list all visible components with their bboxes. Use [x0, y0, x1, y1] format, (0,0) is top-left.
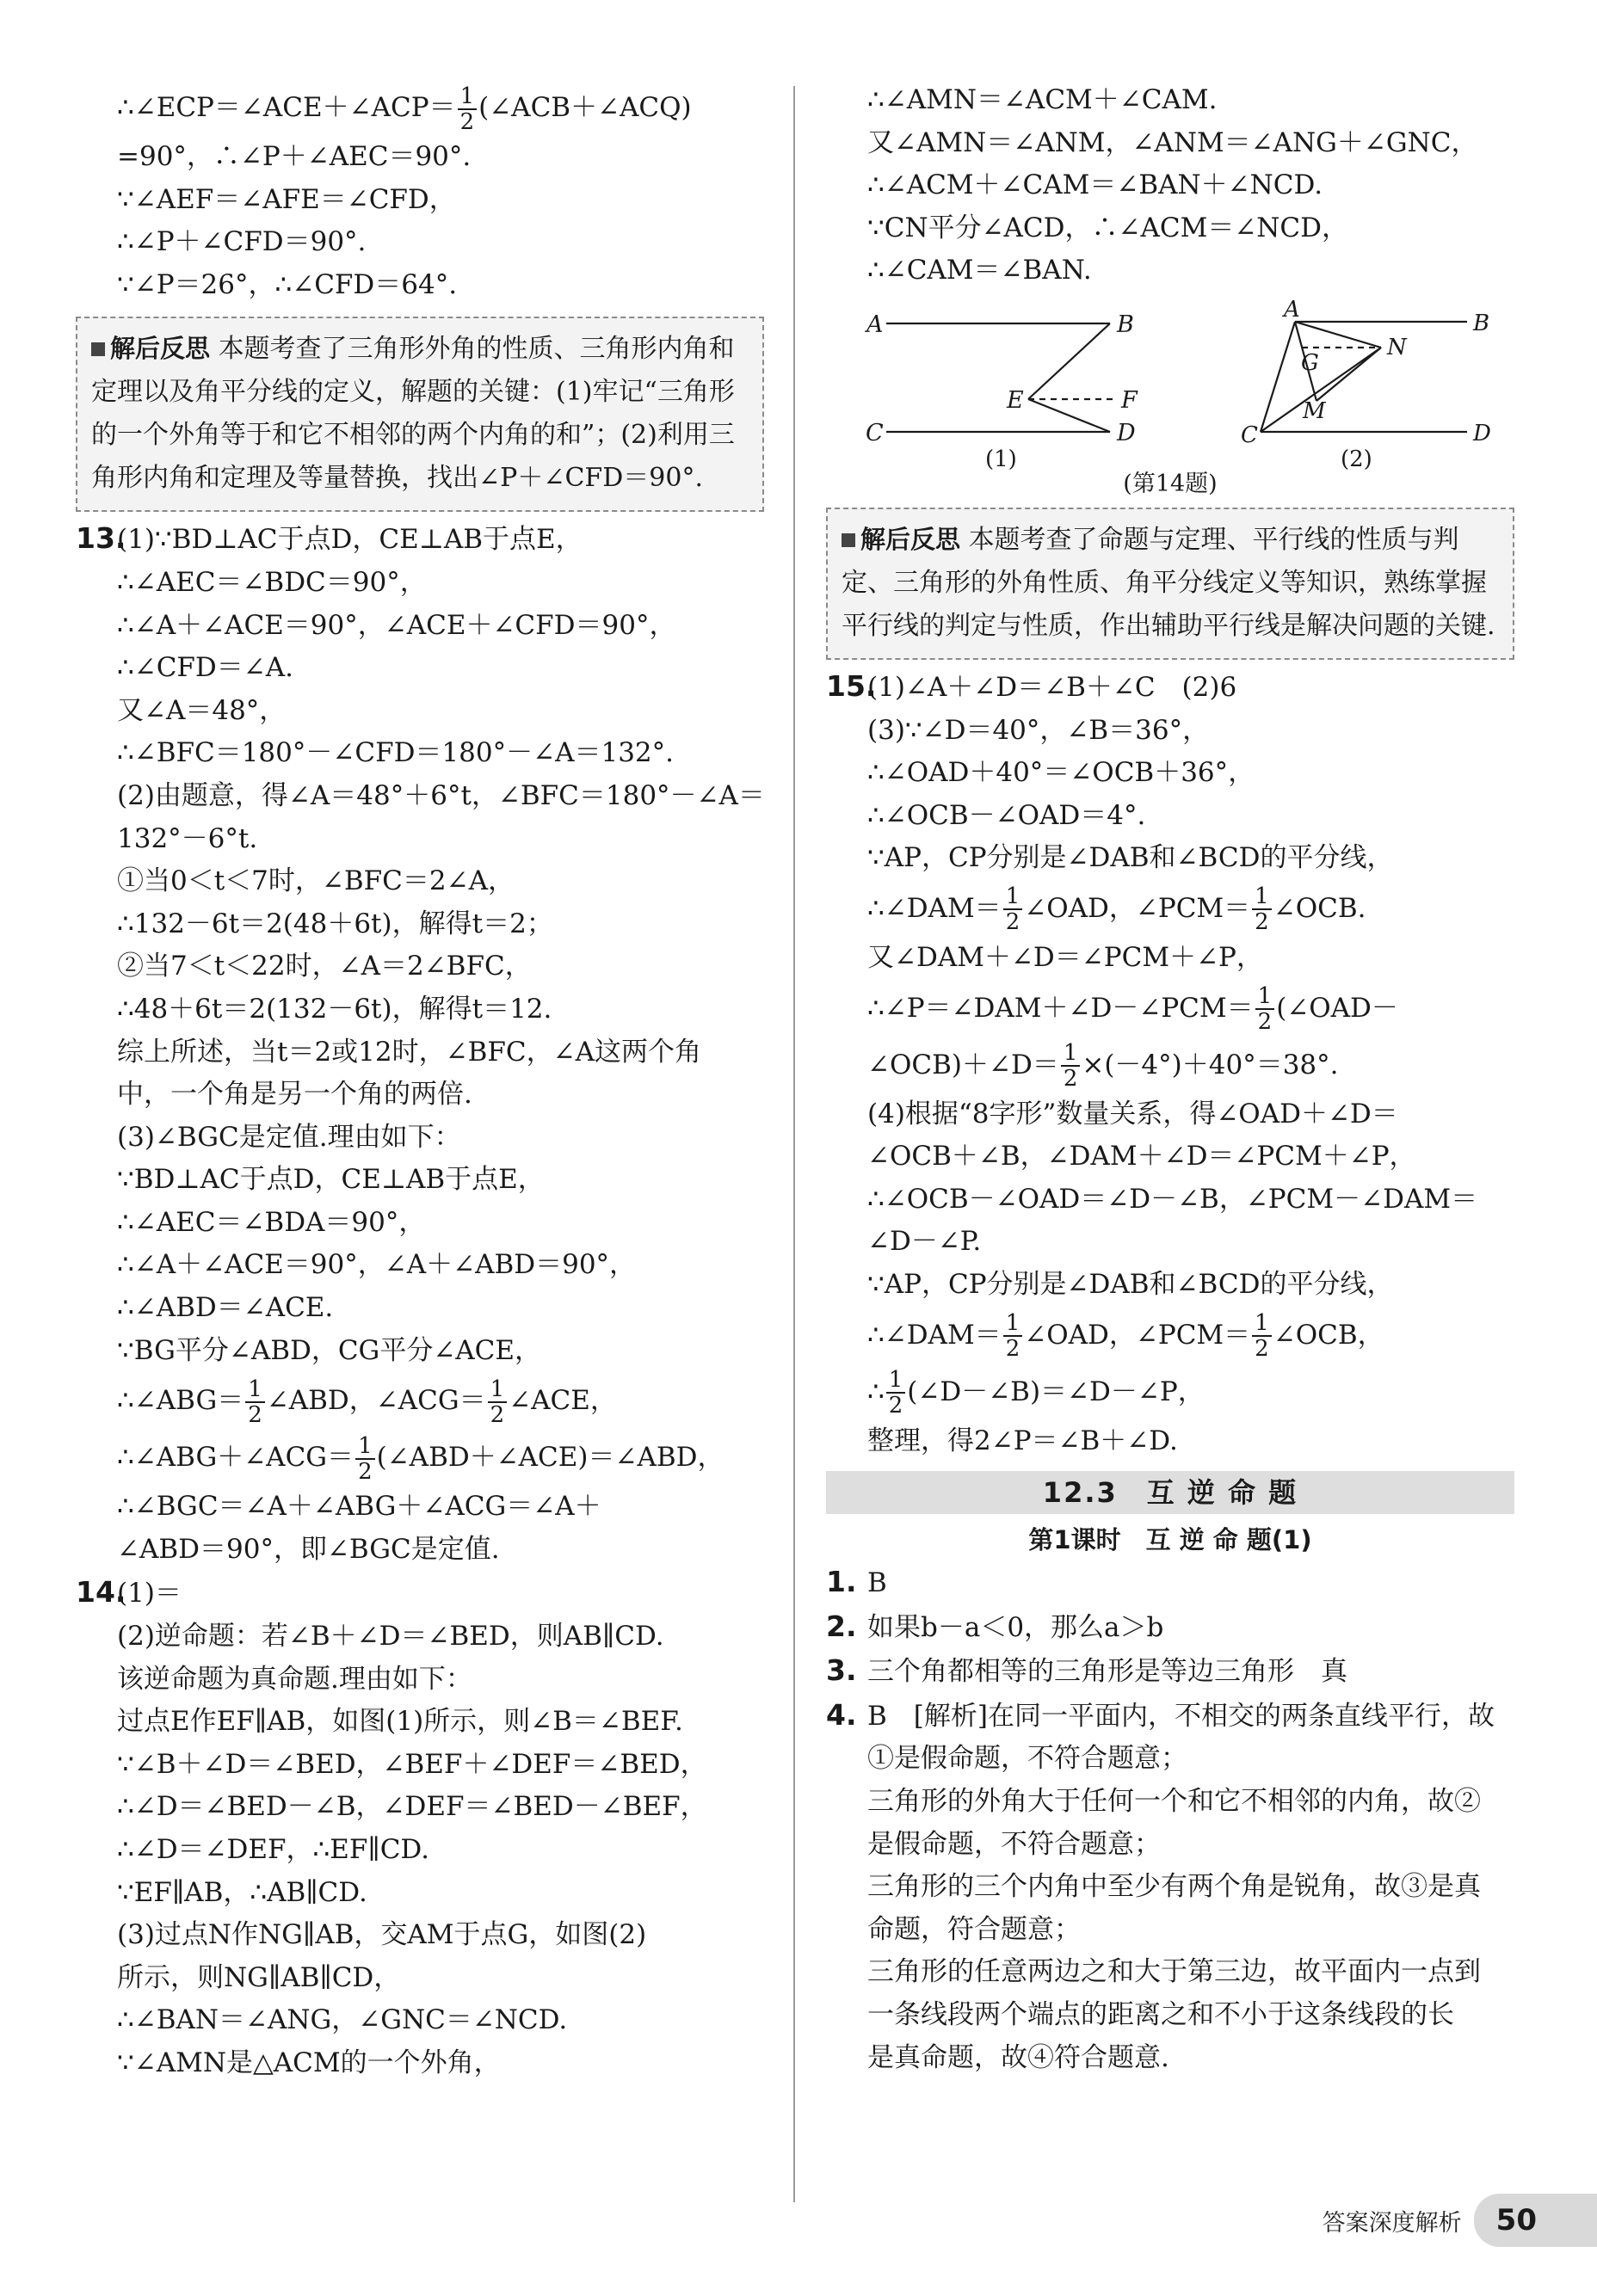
math-line: (2)逆命题：若∠B＋∠D＝∠BED，则AB∥CD.: [117, 1621, 664, 1653]
math-line: ∵∠P＝26°，∴∠CFD＝64°.: [117, 268, 458, 300]
list-item: 2. 如果b－a＜0，那么a＞b: [826, 1605, 1514, 1650]
fraction: $\frac{1}{2}$: [1003, 884, 1023, 934]
fraction: $\frac{1}{2}$: [886, 1368, 906, 1418]
math-line: 是真命题，故④符合题意.: [867, 2041, 1169, 2073]
question-13: [76, 517, 764, 1571]
reflection-heading: 解后反思: [842, 525, 960, 554]
list-item: 3. 三个角都相等的三角形是等边三角形 真: [826, 1649, 1514, 1694]
math-line: ∴∠A＋∠ACE＝90°，∠ACE＋∠CFD＝90°，: [117, 609, 676, 641]
math-line: ∴∠D＝∠BED－∠B，∠DEF＝∠BED－∠BEF，: [117, 1791, 707, 1823]
fraction: $\frac{1}{2}$: [245, 1377, 265, 1427]
label-c: C: [866, 419, 884, 446]
math-line: 是假命题，不符合题意；: [867, 1828, 1161, 1860]
label-n: N: [1387, 334, 1407, 360]
label-b-2: B: [1473, 310, 1490, 336]
math-line: ∵CN平分∠ACD，∴∠ACM＝∠NCD，: [867, 212, 1348, 243]
reflection-box: [76, 317, 764, 512]
math-line: 所示，则NG∥AB∥CD，: [117, 1961, 401, 1993]
label-a: A: [866, 311, 884, 338]
math-line: ∴∠DAM＝ $\frac{1}{2}$ ∠OAD，∠PCM＝ $\frac{1}{2}$ ∠OCB，: [867, 1310, 1384, 1362]
math-line: ∴ $\frac{1}{2}$ (∠D－∠B)＝∠D－∠P，: [867, 1367, 1205, 1419]
fraction: $\frac{1}{2}$: [355, 1434, 375, 1484]
math-line: ∠OCB)＋∠D＝ $\frac{1}{2}$ ×(－4°)＋40°＝38°.: [867, 1040, 1339, 1093]
math-line: 又∠DAM＋∠D＝∠PCM＋∠P，: [867, 941, 1263, 973]
question-number: 1.: [826, 1565, 857, 1599]
math-line: ∴∠AEC＝∠BDA＝90°，: [117, 1206, 426, 1238]
math-line: 132°－6°t.: [117, 822, 258, 854]
figure-2-caption: (2): [1341, 446, 1372, 472]
fraction: $\frac{1}{2}$: [1061, 1041, 1081, 1091]
segment-an: [1295, 322, 1381, 348]
geometry-figure-14: [826, 298, 1514, 478]
reflection-text: 解后反思 本题考查了三角形外角的性质、三角形内角和定理以及角平分线的定义，解题的关键：(1)牢记“三角形的一个外角等于和它不相邻的两个内角的和”；(2)利用三角形内角和定理及等量替换，找出∠P＋∠CFD＝90°.: [91, 334, 735, 494]
math-line: 该逆命题为真命题.理由如下：: [117, 1663, 472, 1695]
figure-2: [1261, 322, 1467, 432]
question-number: 3.: [826, 1653, 857, 1688]
math-line: 中，一个角是另一个角的两倍.: [117, 1079, 472, 1111]
math-line: ∴∠BAN＝∠ANG，∠GNC＝∠NCD.: [117, 2004, 568, 2036]
math-line: 15.(1)∠A＋∠D＝∠B＋∠C (2)6: [826, 665, 1514, 710]
reflection-heading: 解后反思: [91, 334, 210, 363]
math-line: (4)根据“8字形”数量关系，得∠OAD＋∠D＝: [867, 1098, 1398, 1130]
math-line: ∴∠CAM＝∠BAN.: [867, 255, 1092, 286]
label-f: F: [1121, 386, 1138, 414]
math-line: 又∠AMN＝∠ANM，∠ANM＝∠ANG＋∠GNC，: [867, 126, 1478, 158]
math-line: ∴∠BFC＝180°－∠CFD＝180°－∠A＝132°.: [117, 737, 674, 769]
math-line: ∴∠ABG＋∠ACG＝ $\frac{1}{2}$ (∠ABD＋∠ACE)＝∠ABD，: [117, 1432, 725, 1485]
math-line: ∵BD⊥AC于点D，CE⊥AB于点E，: [117, 1164, 545, 1196]
math-line: 整理，得2∠P＝∠B＋∠D.: [867, 1425, 1178, 1456]
math-line: 三角形的三个内角中至少有两个角是锐角，故③是真: [867, 1871, 1481, 1903]
question-number: 15.: [826, 668, 877, 703]
math-line: ∠D－∠P.: [867, 1226, 982, 1258]
math-line: (3)∵∠D＝40°，∠B＝36°，: [867, 714, 1210, 746]
question-14: [76, 1571, 764, 2084]
segment-ed: [1028, 399, 1110, 432]
section-title: 12.3 互 逆 命 题: [826, 1471, 1514, 1514]
question-number: 13.: [76, 521, 126, 556]
math-line: (3)∠BGC是定值.理由如下：: [117, 1121, 461, 1153]
math-line: ∴∠A＋∠ACE＝90°，∠A＋∠ABD＝90°，: [117, 1249, 637, 1281]
math-line: 一条线段两个端点的距离之和不小于这条线段的长: [867, 1999, 1454, 2031]
math-line: ∴∠OAD＋40°＝∠OCB＋36°，: [867, 757, 1255, 789]
left-column: [76, 79, 764, 2085]
math-line: ∴∠ACM＋∠CAM＝∠BAN＋∠NCD.: [867, 169, 1323, 201]
fraction: $\frac{1}{2}$: [1252, 1311, 1272, 1361]
math-line: ∴∠P＋∠CFD＝90°.: [117, 226, 367, 258]
label-m: M: [1303, 397, 1326, 424]
math-line: 综上所述，当t＝2或12时，∠BFC，∠A这两个角: [117, 1036, 701, 1068]
list-item: 1. B: [826, 1560, 1514, 1605]
math-line: 命题，符合题意；: [867, 1913, 1081, 1945]
figure-caption: (第14题): [1123, 470, 1218, 497]
math-line: 三角形的任意两边之和大于第三边，故平面内一点到: [867, 1956, 1481, 1988]
math-line: ∴∠AEC＝∠BDC＝90°，: [117, 566, 427, 598]
math-line: ①是假命题，不符合题意；: [867, 1743, 1187, 1775]
fraction: $\frac{1}{2}$: [1252, 884, 1272, 934]
math-line: ∵EF∥AB，∴AB∥CD.: [117, 1876, 367, 1908]
label-g: G: [1301, 349, 1319, 376]
fraction: $\frac{1}{2}$: [458, 84, 478, 134]
math-line: ∴∠DAM＝ $\frac{1}{2}$ ∠OAD，∠PCM＝ $\frac{1}{2}$ ∠OCB.: [867, 883, 1366, 936]
footer-text: 答案深度解析: [1322, 2209, 1462, 2237]
segment-be: [1028, 323, 1110, 399]
math-line: ∴∠ECP＝∠ACE＋∠ACP＝ $\frac{1}{2}$ (∠ACB＋∠ACQ): [117, 83, 692, 135]
math-line: ∵∠B＋∠D＝∠BED，∠BEF＋∠DEF＝∠BED，: [117, 1748, 707, 1780]
question-number: 4.: [826, 1697, 857, 1732]
right-column: [826, 79, 1514, 2079]
column-divider: [793, 86, 795, 2202]
question-number: 2.: [826, 1609, 857, 1643]
label-d-2: D: [1473, 420, 1491, 446]
label-b: B: [1117, 311, 1134, 338]
math-line: ∴∠D＝∠DEF，∴EF∥CD.: [117, 1834, 430, 1865]
reflection-box: [826, 508, 1514, 660]
label-e: E: [1007, 386, 1024, 414]
label-a-2: A: [1284, 297, 1300, 323]
math-line: =90°，∴∠P＋∠AEC＝90°.: [117, 141, 472, 172]
segment-mn: [1316, 348, 1381, 401]
answer-list: [826, 1560, 1514, 2079]
lesson-subtitle: 第1课时 互 逆 命 题(1): [1028, 1525, 1312, 1555]
math-line: ∴∠ABG＝ $\frac{1}{2}$ ∠ABD，∠ACG＝ $\frac{1}{2}$ ∠ACE，: [117, 1376, 617, 1428]
math-line: ∠OCB＋∠B，∠DAM＋∠D＝∠PCM＋∠P，: [867, 1141, 1416, 1173]
math-line: (2)由题意，得∠A＝48°＋6°t，∠BFC＝180°－∠A＝: [117, 779, 765, 811]
math-line: 三角形的外角大于任何一个和它不相邻的内角，故②: [867, 1786, 1481, 1818]
list-item: 4. B [解析]在同一平面内，不相交的两条直线平行，故: [826, 1694, 1514, 1739]
math-line: 过点E作EF∥AB，如图(1)所示，则∠B＝∠BEF.: [117, 1706, 683, 1738]
figure-1-caption: (1): [985, 446, 1017, 472]
math-line: ∠ABD＝90°，即∠BGC是定值.: [117, 1533, 500, 1565]
math-line: ∵AP，CP分别是∠DAB和∠BCD的平分线，: [867, 842, 1394, 874]
question-15: [826, 665, 1514, 1462]
fraction: $\frac{1}{2}$: [1003, 1311, 1023, 1361]
math-line: 又∠A＝48°，: [117, 694, 287, 726]
math-line: ∴∠P＝∠DAM＋∠D－∠PCM＝ $\frac{1}{2}$ (∠OAD－: [867, 983, 1398, 1036]
label-c-2: C: [1241, 422, 1258, 448]
math-line: ∵BG平分∠ABD，CG平分∠ACE，: [117, 1334, 542, 1366]
page-number: 50: [1474, 2194, 1597, 2247]
math-line: ∴∠ABD＝∠ACE.: [117, 1292, 334, 1324]
math-line: ∴∠OCB－∠OAD＝4°.: [867, 799, 1146, 831]
math-line: ∵AP，CP分别是∠DAB和∠BCD的平分线，: [867, 1268, 1394, 1300]
math-line: ∴∠OCB－∠OAD＝∠D－∠B，∠PCM－∠DAM＝: [867, 1183, 1478, 1215]
question-number: 14.: [76, 1575, 126, 1610]
math-line: ②当7＜t＜22时，∠A＝2∠BFC，: [117, 951, 532, 982]
segment-ac: [1261, 322, 1295, 432]
figure-1: [886, 323, 1114, 432]
math-line: ①当0＜t＜7时，∠BFC＝2∠A，: [117, 865, 515, 897]
math-line: ∵∠AMN是△ACM的一个外角，: [117, 2047, 501, 2078]
math-line: (3)过点N作NG∥AB，交AM于点G，如图(2): [117, 1919, 647, 1951]
geometry-diagrams: [826, 298, 1514, 478]
math-line: 14.(1)＝: [76, 1571, 764, 1616]
math-line: ∴∠AMN＝∠ACM＋∠CAM.: [867, 84, 1218, 115]
fraction: $\frac{1}{2}$: [488, 1377, 508, 1427]
page-footer: [1323, 2194, 1597, 2247]
math-line: 13.(1)∵BD⊥AC于点D，CE⊥AB于点E，: [76, 517, 764, 562]
math-line: ∴48＋6t＝2(132－6t)，解得t＝12.: [117, 993, 552, 1025]
math-line: ∴132－6t＝2(48＋6t)，解得t＝2；: [117, 908, 553, 939]
math-line: ∵∠AEF＝∠AFE＝∠CFD，: [117, 183, 456, 215]
math-line: ∴∠BGC＝∠A＋∠ABG＋∠ACG＝∠A＋: [117, 1491, 601, 1523]
fraction: $\frac{1}{2}$: [1255, 984, 1275, 1034]
math-line: ∴∠CFD＝∠A.: [117, 652, 293, 684]
label-d: D: [1117, 419, 1136, 446]
reflection-text: 解后反思 本题考查了命题与定理、平行线的性质与判定、三角形的外角性质、角平分线定义等知识，熟练掌握平行线的判定与性质，作出辅助平行线是解决问题的关键.: [842, 524, 1495, 641]
